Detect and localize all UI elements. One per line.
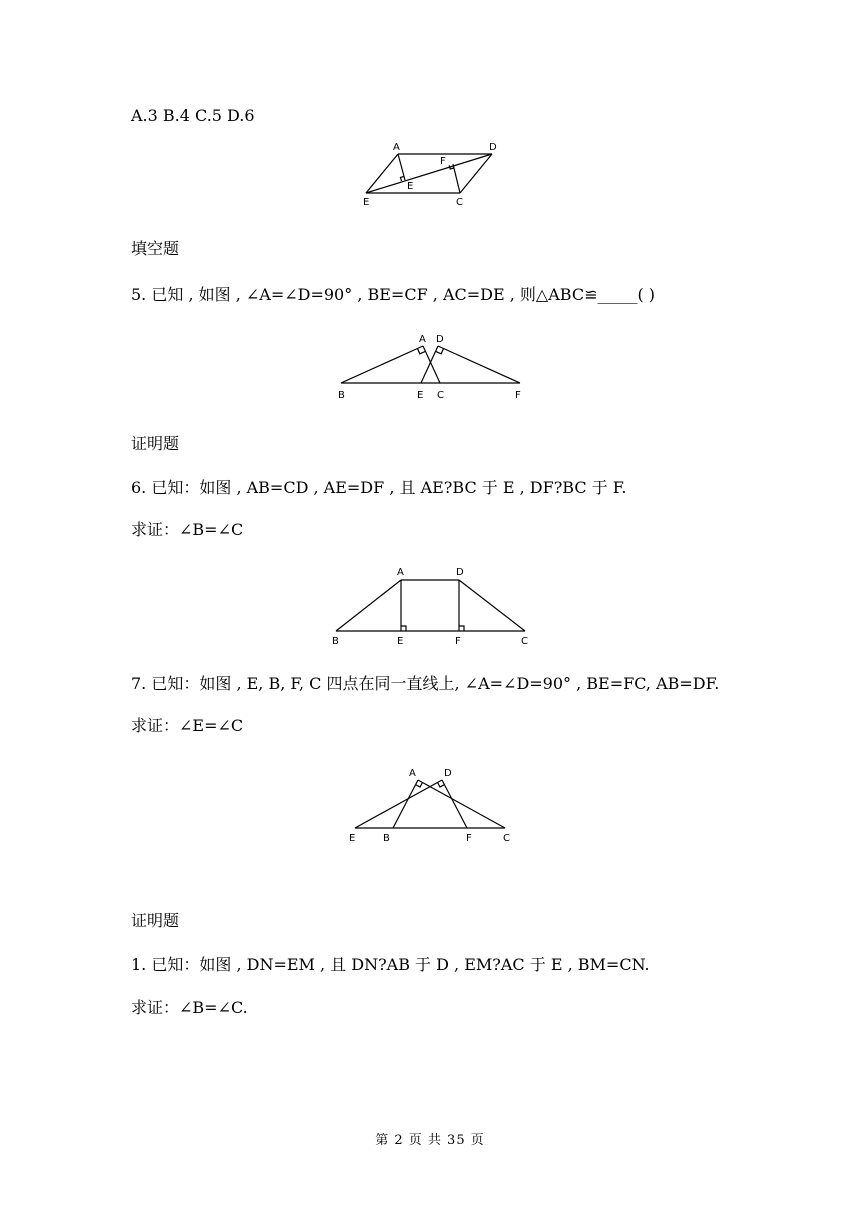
question-1: 1. 已知：如图 , DN=EM , 且 DN?AB 于 D , EM?AC 于 E , BM=CN. bbox=[131, 955, 650, 974]
section-heading-fill-blank: 填空题 bbox=[131, 239, 180, 258]
label-C: C bbox=[437, 390, 444, 401]
label-A: A bbox=[419, 334, 426, 345]
label-E: E bbox=[417, 390, 424, 401]
label-A: A bbox=[393, 142, 400, 153]
figure-crossing-triangles bbox=[345, 762, 520, 847]
label-B: B bbox=[338, 390, 345, 401]
label-A: A bbox=[397, 567, 404, 578]
figure-two-right-triangles bbox=[335, 330, 530, 402]
label-A: A bbox=[409, 768, 416, 779]
label-F: F bbox=[440, 156, 446, 167]
label-C: C bbox=[456, 197, 463, 208]
figure-parallelogram bbox=[360, 138, 500, 210]
question-1-prove: 求证：∠B=∠C. bbox=[131, 998, 248, 1017]
answer-choices: A.3 B.4 C.5 D.6 bbox=[131, 106, 255, 125]
label-E: E bbox=[397, 636, 404, 647]
figure-trapezoid bbox=[330, 563, 535, 648]
section-heading-proof-2: 证明题 bbox=[131, 911, 180, 930]
question-7: 7. 已知：如图 , E, B, F, C 四点在同一直线上, ∠A=∠D=90° , BE=FC, AB=DF. bbox=[131, 674, 720, 693]
question-7-prove: 求证：∠E=∠C bbox=[131, 716, 244, 735]
question-5: 5. 已知 , 如图 , ∠A=∠D=90° , BE=CF , AC=DE , 则△ABC≌_____( ) bbox=[131, 285, 656, 304]
label-D: D bbox=[489, 142, 497, 153]
question-6: 6. 已知：如图 , AB=CD , AE=DF , 且 AE?BC 于 E , DF?BC 于 F. bbox=[131, 478, 627, 497]
label-B: B bbox=[332, 636, 339, 647]
label-D: D bbox=[444, 768, 452, 779]
label-B: B bbox=[383, 833, 390, 844]
section-heading-proof: 证明题 bbox=[131, 434, 180, 453]
page-footer: 第 2 页 共 35 页 bbox=[375, 1133, 485, 1148]
label-E-top: E bbox=[407, 181, 414, 192]
label-F: F bbox=[515, 390, 521, 401]
label-F: F bbox=[455, 636, 461, 647]
label-E-bottom: E bbox=[363, 197, 370, 208]
label-C: C bbox=[503, 833, 510, 844]
question-6-prove: 求证：∠B=∠C bbox=[131, 520, 244, 539]
label-C: C bbox=[521, 636, 528, 647]
label-E: E bbox=[349, 833, 356, 844]
label-D: D bbox=[456, 567, 464, 578]
label-F: F bbox=[466, 833, 472, 844]
label-D: D bbox=[436, 334, 444, 345]
